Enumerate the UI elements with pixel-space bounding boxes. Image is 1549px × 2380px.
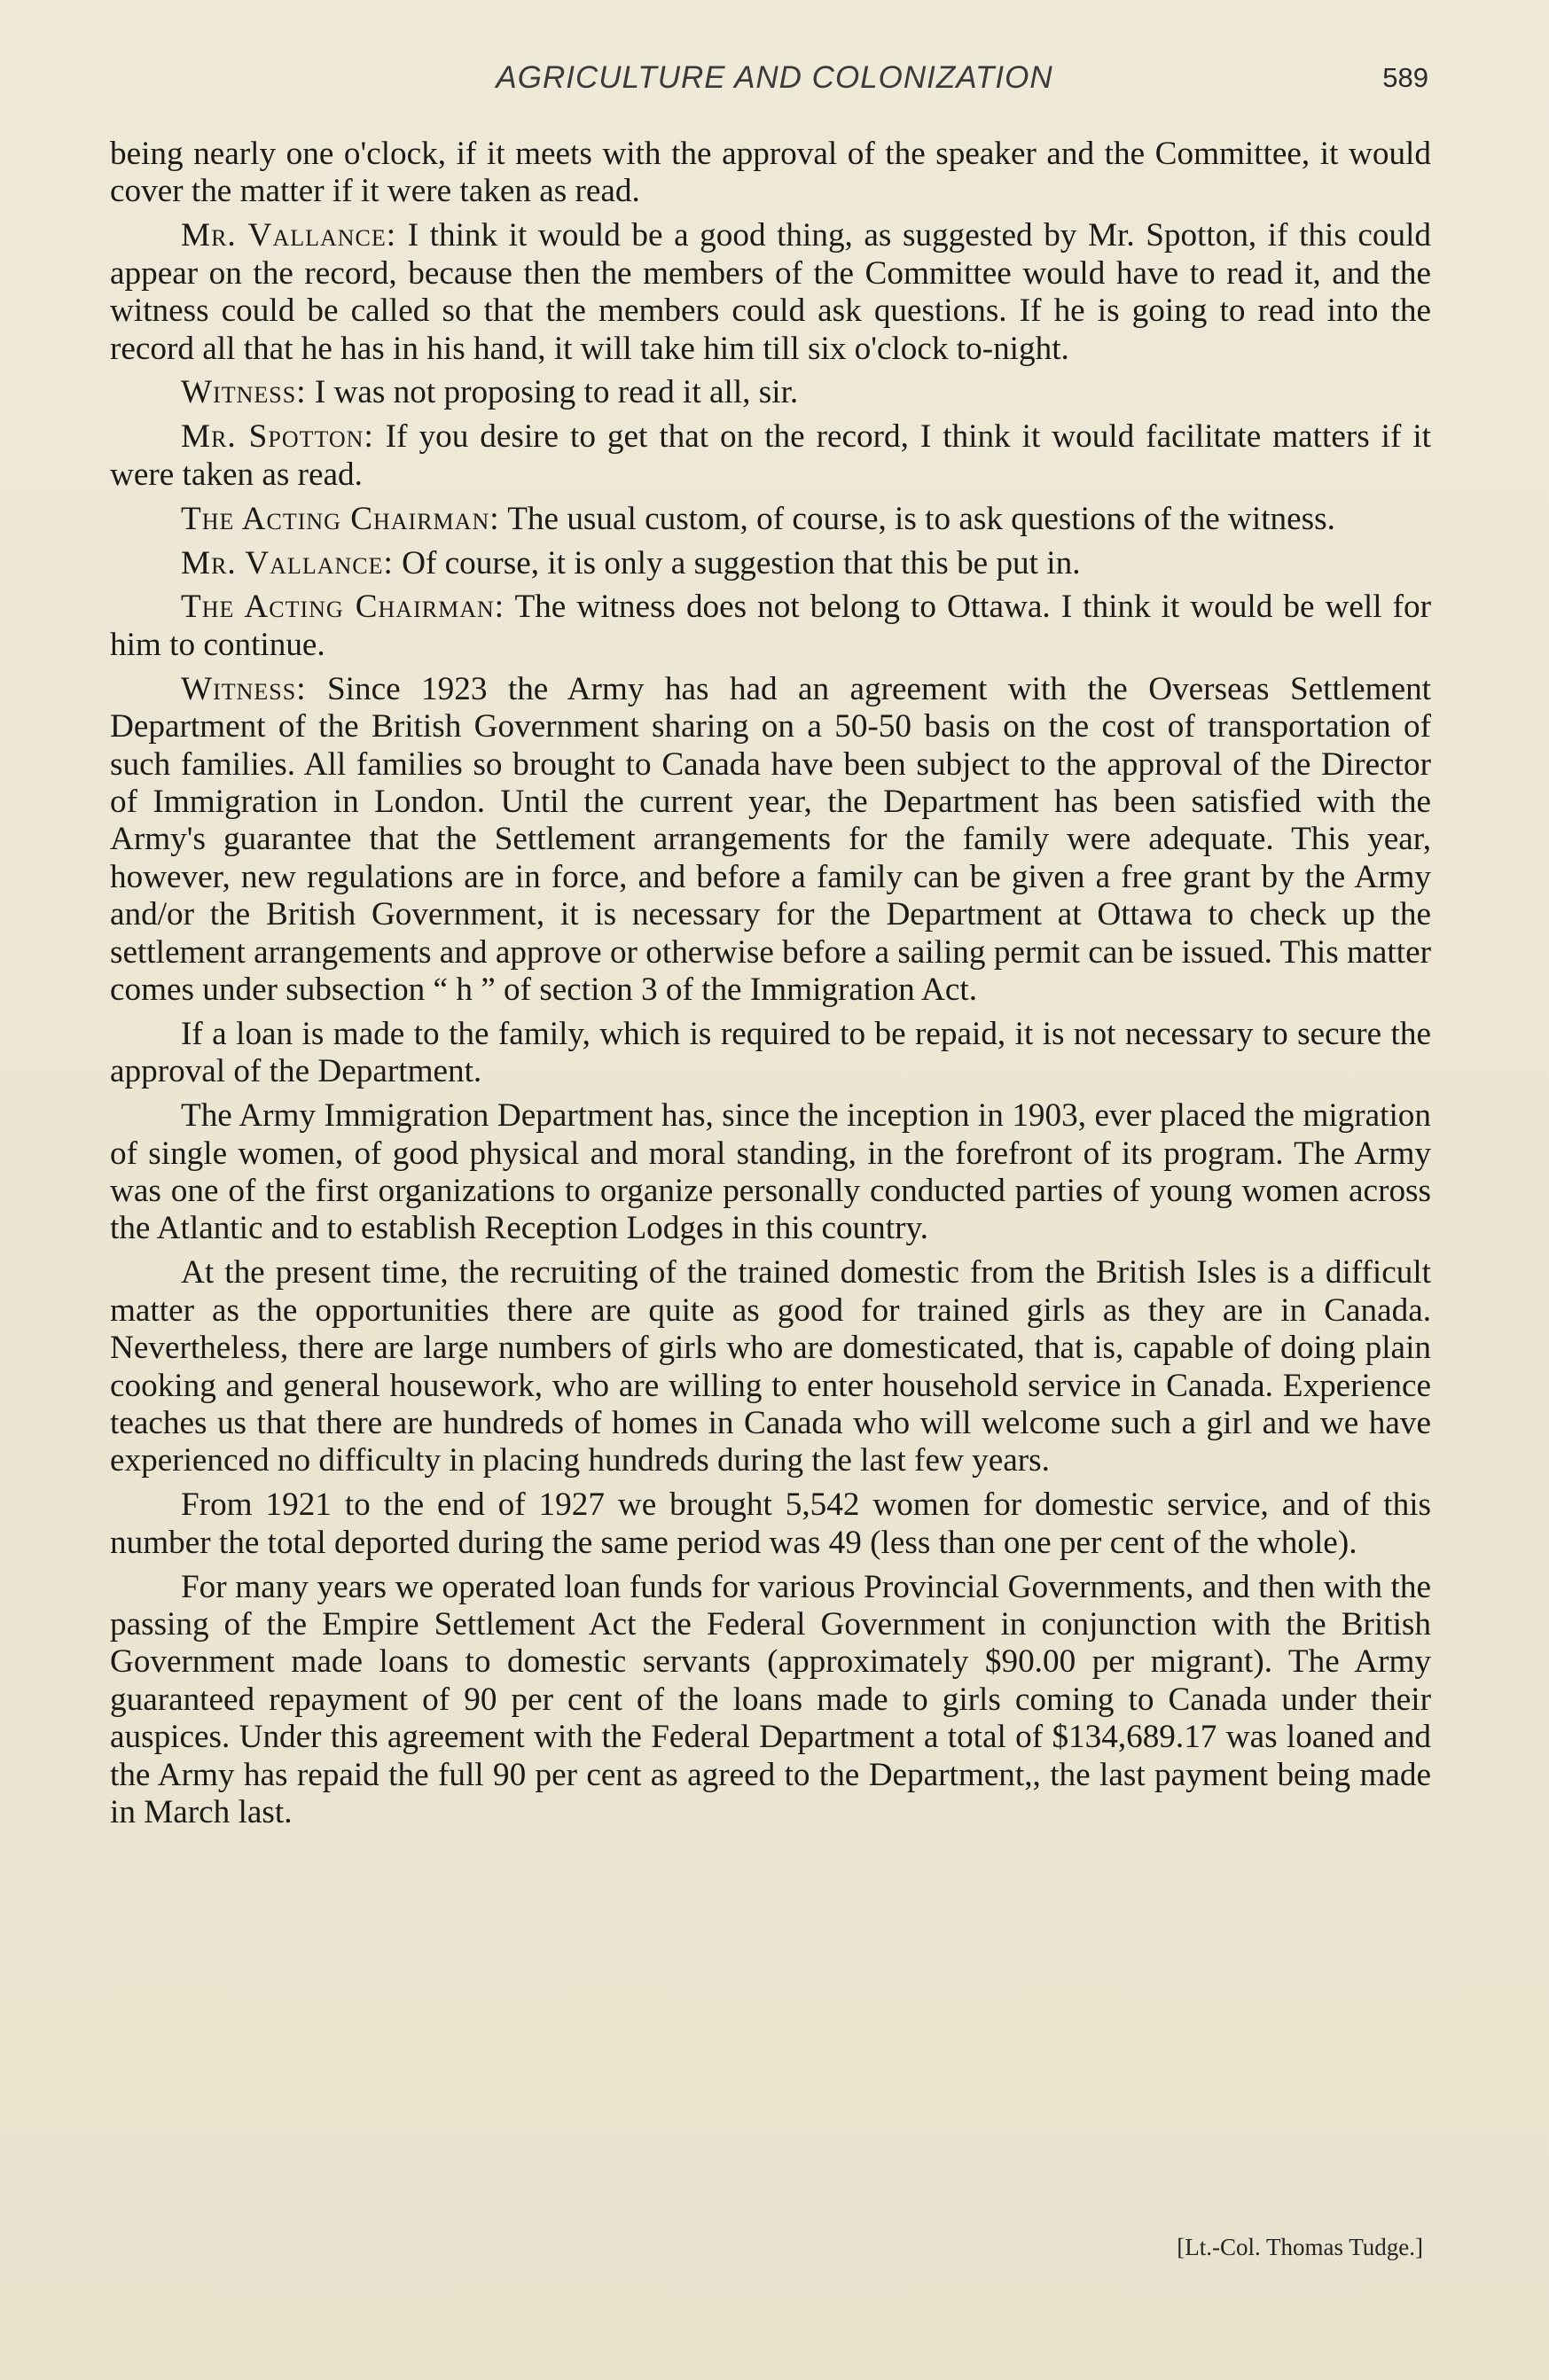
speaker-name: The Acting Chairman:	[181, 589, 505, 626]
paragraph-text: If you desire to get that on the record, I think it would facilitate matters if it were taken as read.	[110, 418, 1431, 493]
paragraph	[110, 545, 1431, 582]
paragraph	[110, 589, 1431, 664]
signature: [Lt.-Col. Thomas Tudge.]	[1177, 2234, 1423, 2260]
paragraph-text: The Army Immigration Department has, since the inception in 1903, ever placed the migration of single women, of good physical and moral standing, in the forefront of its program. The Army was one of the first organizations to organize personally conducted parties of young women across the Atlantic and to establish Reception Lodges in this country.	[110, 1097, 1431, 1247]
paragraph-text: From 1921 to the end of 1927 we brought 5,542 women for domestic service, and of this number the total deported during the same period was 49 (less than one per cent of the whole).	[110, 1487, 1431, 1561]
paragraph-text: I was not proposing to read it all, sir.	[314, 374, 799, 411]
running-head: AGRICULTURE AND COLONIZATION	[496, 60, 1053, 95]
speaker-name: The Acting Chairman:	[181, 500, 500, 537]
speaker-name: Witness:	[181, 670, 307, 707]
page-header	[0, 59, 1549, 103]
paragraph-text: The usual custom, of course, is to ask questions of the witness.	[507, 500, 1335, 537]
paragraph	[110, 671, 1431, 1010]
paragraph	[110, 1254, 1431, 1479]
speaker-name: Mr. Vallance:	[181, 544, 394, 581]
paragraph	[110, 136, 1431, 211]
paragraph-text: At the present time, the recruiting of the trained domestic from the British Isles is a difficult matter as the opportunities there are quite as good for trained girls as they are in Canada. Nevertheless, there are large numbers of girls who are domesticated, that is, capable of doing plain cooking and general housework, who are willing to enter household service in Canada. Experience teaches us that there are hundreds of homes in Canada who will welcome such a girl and we have experienced no difficulty in placing hundreds during the last few years.	[110, 1254, 1431, 1479]
paragraph-text: I think it would be a good thing, as suggested by Mr. Spotton, if this could appear on the record, because then the members of the Committee would have to read it, and the witness could be called so that the members could ask questions. If he is going to read into the record all that he has in his hand, it will take him till six o'clock to-night.	[110, 217, 1431, 367]
paragraph-text: being nearly one o'clock, if it meets with the approval of the speaker and the Committee, it would cover the matter if it were taken as read.	[110, 136, 1431, 210]
paragraph	[110, 1569, 1431, 1832]
paragraph	[110, 418, 1431, 494]
speaker-name: Mr. Vallance:	[181, 217, 397, 254]
paragraph-text: The witness does not belong to Ottawa. I think it would be well for him to continue.	[110, 589, 1431, 663]
paragraph-text: For many years we operated loan funds for various Provincial Governments, and then with the passing of the Empire Settlement Act the Federal Government in conjunction with the British Government made loans to domestic servants (approximately $90.00 per migrant). The Army guaranteed repayment of 90 per cent of the loans made to girls coming to Canada under their auspices. Under this agreement with the Federal Department a total of $134,689.17 was loaned and the Army has repaid the full 90 per cent as agreed to the Department,, the last payment being made in March last.	[110, 1568, 1431, 1831]
paragraph	[110, 501, 1431, 538]
page-number: 589	[1382, 62, 1428, 93]
body-text	[110, 136, 1431, 1838]
paragraph	[110, 1016, 1431, 1091]
paragraph	[110, 1487, 1431, 1562]
speaker-name: Mr. Spotton:	[181, 418, 374, 456]
paragraph-text: If a loan is made to the family, which is required to be repaid, it is not necessary to secure the approval of the Department.	[110, 1015, 1431, 1090]
paragraph	[110, 374, 1431, 411]
paragraph	[110, 1097, 1431, 1248]
paragraph	[110, 217, 1431, 368]
paragraph-text: Since 1923 the Army has had an agreement with the Overseas Settlement Department of the British Government sharing on a 50-50 basis on the cost of transportation of such families. All families so brought to Canada have been subject to the approval of the Director of Immigration in London. Until the current year, the Department has been satisfied with the Army's guarantee that the Settlement arrangements for the family were adequate. This year, however, new regulations are in force, and before a family can be given a free grant by the Army and/or the British Government, it is necessary for the Department at Ottawa to check up the settlement arrangements and approve or otherwise before a sailing permit can be issued. This matter comes under subsection “ h ” of section 3 of the Immigration Act.	[110, 670, 1431, 1009]
speaker-name: Witness:	[181, 374, 307, 411]
paragraph-text: Of course, it is only a suggestion that this be put in.	[402, 544, 1081, 581]
